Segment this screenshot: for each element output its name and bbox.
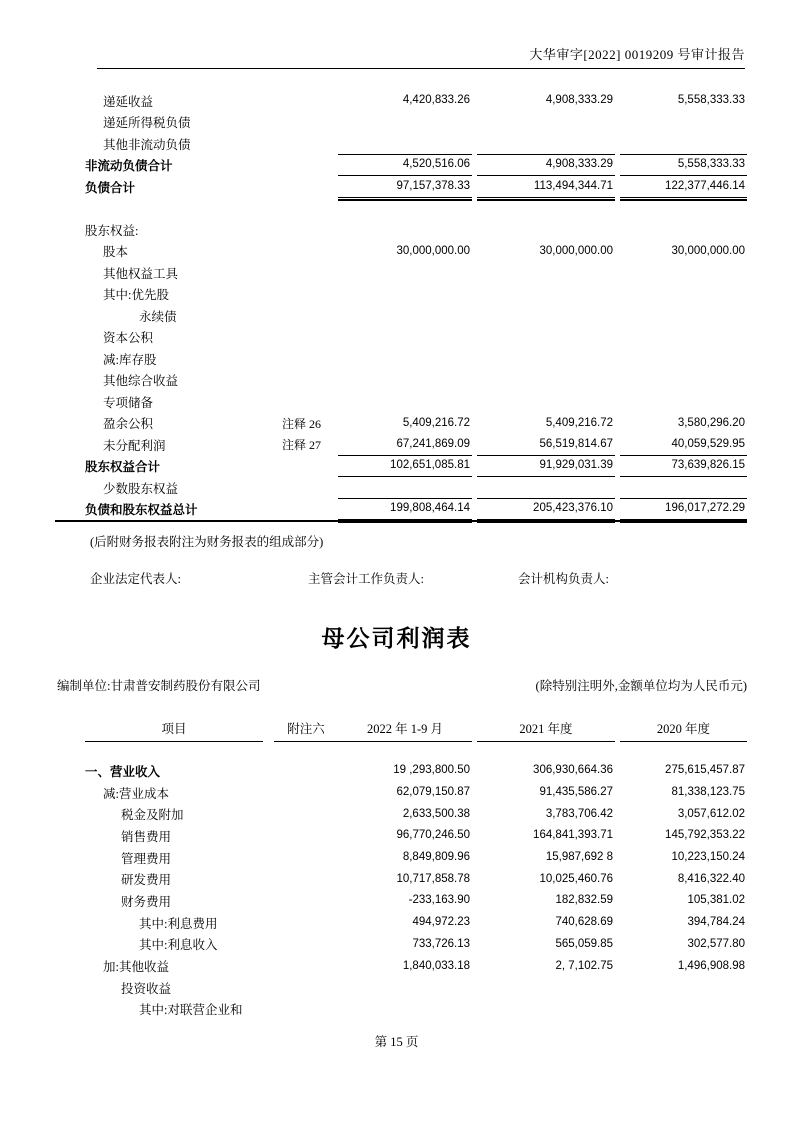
- row-value-period3: 302,577.80: [687, 937, 745, 950]
- row-value-period1: 10,717,858.78: [396, 872, 470, 885]
- row-value-period1: 4,520,516.06: [338, 155, 472, 177]
- table-row: [57, 112, 747, 134]
- income-statement-header: [57, 714, 747, 742]
- column-header-note: 附注六: [274, 719, 338, 742]
- column-header-period2: 2021 年度: [477, 719, 615, 742]
- row-label: 管理费用: [121, 851, 172, 866]
- row-value-period3: 394,784.24: [687, 916, 745, 929]
- row-value-period1: 5,409,216.72: [402, 416, 470, 429]
- table-row: [57, 370, 747, 392]
- row-value-period1: [338, 112, 472, 134]
- row-value-period2: [477, 999, 615, 1021]
- section-divider: [55, 520, 747, 522]
- row-value-period3: 3,057,612.02: [677, 807, 745, 820]
- table-row: [57, 413, 747, 435]
- row-value-period1: 2,633,500.38: [402, 807, 470, 820]
- row-value-period3: [620, 133, 747, 155]
- row-value-period2: 4,908,333.29: [545, 94, 613, 107]
- row-value-period2: 2, 7,102.75: [555, 959, 613, 972]
- column-header-period1: 2022 年 1-9 月: [338, 719, 472, 742]
- table-row: [57, 999, 747, 1021]
- table-row: [57, 847, 747, 869]
- prep-line: [57, 676, 747, 694]
- row-value-period2: 91,435,586.27: [539, 786, 613, 799]
- row-label: 非流动负债合计: [85, 159, 173, 174]
- page-number: 第 15 页: [374, 1035, 419, 1049]
- row-label: 股本: [103, 245, 129, 260]
- row-value-period2: 164,841,393.71: [533, 829, 613, 842]
- row-value-period1: 96,770,246.50: [396, 829, 470, 842]
- chief-accountant-label: 主管会计工作负责人:: [308, 572, 424, 586]
- row-label: 股东权益合计: [85, 460, 161, 475]
- row-value-period1: [338, 370, 472, 392]
- table-row: [57, 176, 747, 198]
- row-label: 财务费用: [121, 894, 172, 909]
- table-row: [57, 825, 747, 847]
- row-label: 减:库存股: [103, 352, 157, 367]
- row-value-period1: 97,157,378.33: [338, 176, 472, 198]
- row-label: 未分配利润: [103, 438, 166, 453]
- row-value-period3: [620, 219, 747, 241]
- row-value-period2: [477, 477, 615, 499]
- row-label: 其他非流动负债: [103, 137, 191, 152]
- table-row: [57, 434, 747, 456]
- row-value-period3: 275,615,457.87: [665, 764, 745, 777]
- accounting-dept-head-label: 会计机构负责人:: [518, 572, 609, 586]
- income-statement-title: 母公司利润表: [321, 626, 472, 651]
- row-note: 注释 27: [282, 438, 322, 453]
- row-value-period1: [338, 977, 472, 999]
- row-value-period3: 3,580,296.20: [677, 416, 745, 429]
- row-value-period1: [338, 348, 472, 370]
- table-row: [57, 803, 747, 825]
- row-value-period2: 5,409,216.72: [545, 416, 613, 429]
- row-label: 负债和股东权益总计: [85, 503, 198, 518]
- row-value-period3: [620, 370, 747, 392]
- table-row: [57, 977, 747, 999]
- row-value-period1: 62,079,150.87: [396, 786, 470, 799]
- row-value-period3: 105,381.02: [687, 894, 745, 907]
- row-label: 其中:利息收入: [139, 938, 218, 953]
- row-value-period1: 19 ,293,800.50: [393, 764, 470, 777]
- row-label: 永续债: [139, 309, 177, 324]
- row-label: 股东权益:: [85, 223, 139, 238]
- row-label: 负债合计: [85, 180, 136, 195]
- row-label: 少数股东权益: [103, 481, 179, 496]
- table-row: [57, 219, 747, 241]
- table-row: [57, 90, 747, 112]
- table-row: [57, 391, 747, 413]
- row-value-period2: 10,025,460.76: [539, 872, 613, 885]
- row-value-period2: 91,929,031.39: [477, 456, 615, 478]
- balance-sheet-table: [57, 90, 747, 520]
- table-row: [57, 284, 747, 306]
- row-value-period3: 40,059,529.95: [620, 434, 747, 456]
- row-value-period1: -233,163.90: [408, 894, 470, 907]
- table-row: [57, 477, 747, 499]
- currency-unit-note: (除特别注明外,金额单位均为人民币元): [535, 679, 747, 693]
- row-value-period3: 73,639,826.15: [620, 456, 747, 478]
- table-row: [57, 760, 747, 782]
- table-row: [57, 782, 747, 804]
- row-value-period1: 8,849,809.96: [402, 851, 470, 864]
- row-value-period3: 30,000,000.00: [671, 244, 745, 257]
- row-value-period2: [477, 219, 615, 241]
- table-row: [57, 133, 747, 155]
- row-value-period3: [620, 391, 747, 413]
- row-value-period2: [477, 391, 615, 413]
- row-label: 其他权益工具: [103, 266, 179, 281]
- row-value-period3: 5,558,333.33: [677, 94, 745, 107]
- row-value-period2: 15,987,692 8: [545, 851, 613, 864]
- row-value-period3: 196,017,272.29: [620, 499, 747, 521]
- row-value-period2: 4,908,333.29: [477, 155, 615, 177]
- table-row: [57, 955, 747, 977]
- row-value-period3: [620, 284, 747, 306]
- row-label: 一、营业收入: [85, 764, 161, 779]
- row-label: 其中:对联营企业和: [139, 1003, 243, 1018]
- row-value-period3: [620, 999, 747, 1021]
- row-label: 税金及附加: [121, 808, 184, 823]
- row-label: 投资收益: [121, 981, 172, 996]
- row-value-period2: 565,059.85: [555, 937, 613, 950]
- row-label: 递延收益: [103, 94, 154, 109]
- row-label: 盈余公积: [103, 417, 154, 432]
- row-value-period1: [338, 262, 472, 284]
- attachment-note: (后附财务报表附注为财务报表的组成部分): [90, 535, 324, 549]
- row-value-period3: 81,338,123.75: [671, 786, 745, 799]
- row-value-period1: 733,726.13: [412, 937, 470, 950]
- spacer-row: [57, 198, 747, 220]
- row-label: 其他综合收益: [103, 374, 179, 389]
- row-label: 其中:优先股: [103, 288, 169, 303]
- column-header-item: 项目: [57, 719, 274, 742]
- row-value-period2: [477, 327, 615, 349]
- table-row: [57, 241, 747, 263]
- row-value-period2: [477, 284, 615, 306]
- row-note: 注释 26: [282, 416, 322, 431]
- row-label: 销售费用: [121, 829, 172, 844]
- row-value-period2: [477, 305, 615, 327]
- row-value-period3: 10,223,150.24: [671, 851, 745, 864]
- row-value-period3: [620, 327, 747, 349]
- row-value-period3: [620, 977, 747, 999]
- row-value-period1: [338, 477, 472, 499]
- table-row: [57, 155, 747, 177]
- row-value-period3: 5,558,333.33: [620, 155, 747, 177]
- row-value-period1: 1,840,033.18: [402, 959, 470, 972]
- row-value-period2: [477, 370, 615, 392]
- row-value-period3: 1,496,908.98: [677, 959, 745, 972]
- row-value-period2: 306,930,664.36: [533, 764, 613, 777]
- row-value-period1: [338, 219, 472, 241]
- column-header-period3: 2020 年度: [620, 719, 747, 742]
- report-header: [97, 44, 745, 69]
- row-value-period2: [477, 977, 615, 999]
- row-value-period3: [620, 477, 747, 499]
- table-row: [57, 262, 747, 284]
- row-value-period1: 4,420,833.26: [402, 94, 470, 107]
- row-value-period1: 67,241,869.09: [338, 434, 472, 456]
- row-value-period2: 740,628.69: [555, 916, 613, 929]
- row-value-period1: 30,000,000.00: [396, 244, 470, 257]
- row-value-period2: [477, 112, 615, 134]
- row-value-period2: 182,832.59: [555, 894, 613, 907]
- row-value-period2: [477, 262, 615, 284]
- row-value-period2: [477, 348, 615, 370]
- row-value-period2: 205,423,376.10: [477, 499, 615, 521]
- table-row: [57, 912, 747, 934]
- row-value-period1: [338, 391, 472, 413]
- row-value-period2: 30,000,000.00: [539, 244, 613, 257]
- row-value-period3: [620, 305, 747, 327]
- row-value-period3: [620, 112, 747, 134]
- row-label: 其中:利息费用: [139, 916, 218, 931]
- row-label: 减:营业成本: [103, 786, 169, 801]
- table-row: [57, 305, 747, 327]
- row-value-period1: [338, 133, 472, 155]
- row-value-period1: 494,972.23: [412, 916, 470, 929]
- prepared-by: 编制单位:甘肃普安制药股份有限公司: [57, 679, 261, 693]
- row-value-period1: [338, 327, 472, 349]
- table-row: [57, 934, 747, 956]
- row-label: 加:其他收益: [103, 960, 169, 975]
- income-statement-table: [57, 760, 747, 1020]
- legal-representative-label: 企业法定代表人:: [90, 572, 181, 586]
- row-label: 资本公积: [103, 331, 154, 346]
- row-value-period3: [620, 348, 747, 370]
- row-value-period1: 102,651,085.81: [338, 456, 472, 478]
- row-label: 专项储备: [103, 395, 154, 410]
- report-number: 大华审字[2022] 0019209 号审计报告: [529, 47, 745, 62]
- row-label: 递延所得税负债: [103, 116, 191, 131]
- row-label: 研发费用: [121, 873, 172, 888]
- row-value-period3: [620, 262, 747, 284]
- row-value-period3: 8,416,322.40: [677, 872, 745, 885]
- table-row: [57, 868, 747, 890]
- row-value-period3: 145,792,353.22: [665, 829, 745, 842]
- row-value-period2: 113,494,344.71: [477, 176, 615, 198]
- table-row: [57, 348, 747, 370]
- row-value-period3: 122,377,446.14: [620, 176, 747, 198]
- row-value-period1: [338, 305, 472, 327]
- table-row: [57, 499, 747, 521]
- row-value-period1: [338, 999, 472, 1021]
- row-value-period1: 199,808,464.14: [338, 499, 472, 521]
- table-row: [57, 327, 747, 349]
- row-value-period1: [338, 284, 472, 306]
- row-value-period2: [477, 133, 615, 155]
- row-value-period2: 56,519,814.67: [477, 434, 615, 456]
- table-row: [57, 456, 747, 478]
- table-row: [57, 890, 747, 912]
- row-value-period2: 3,783,706.42: [545, 807, 613, 820]
